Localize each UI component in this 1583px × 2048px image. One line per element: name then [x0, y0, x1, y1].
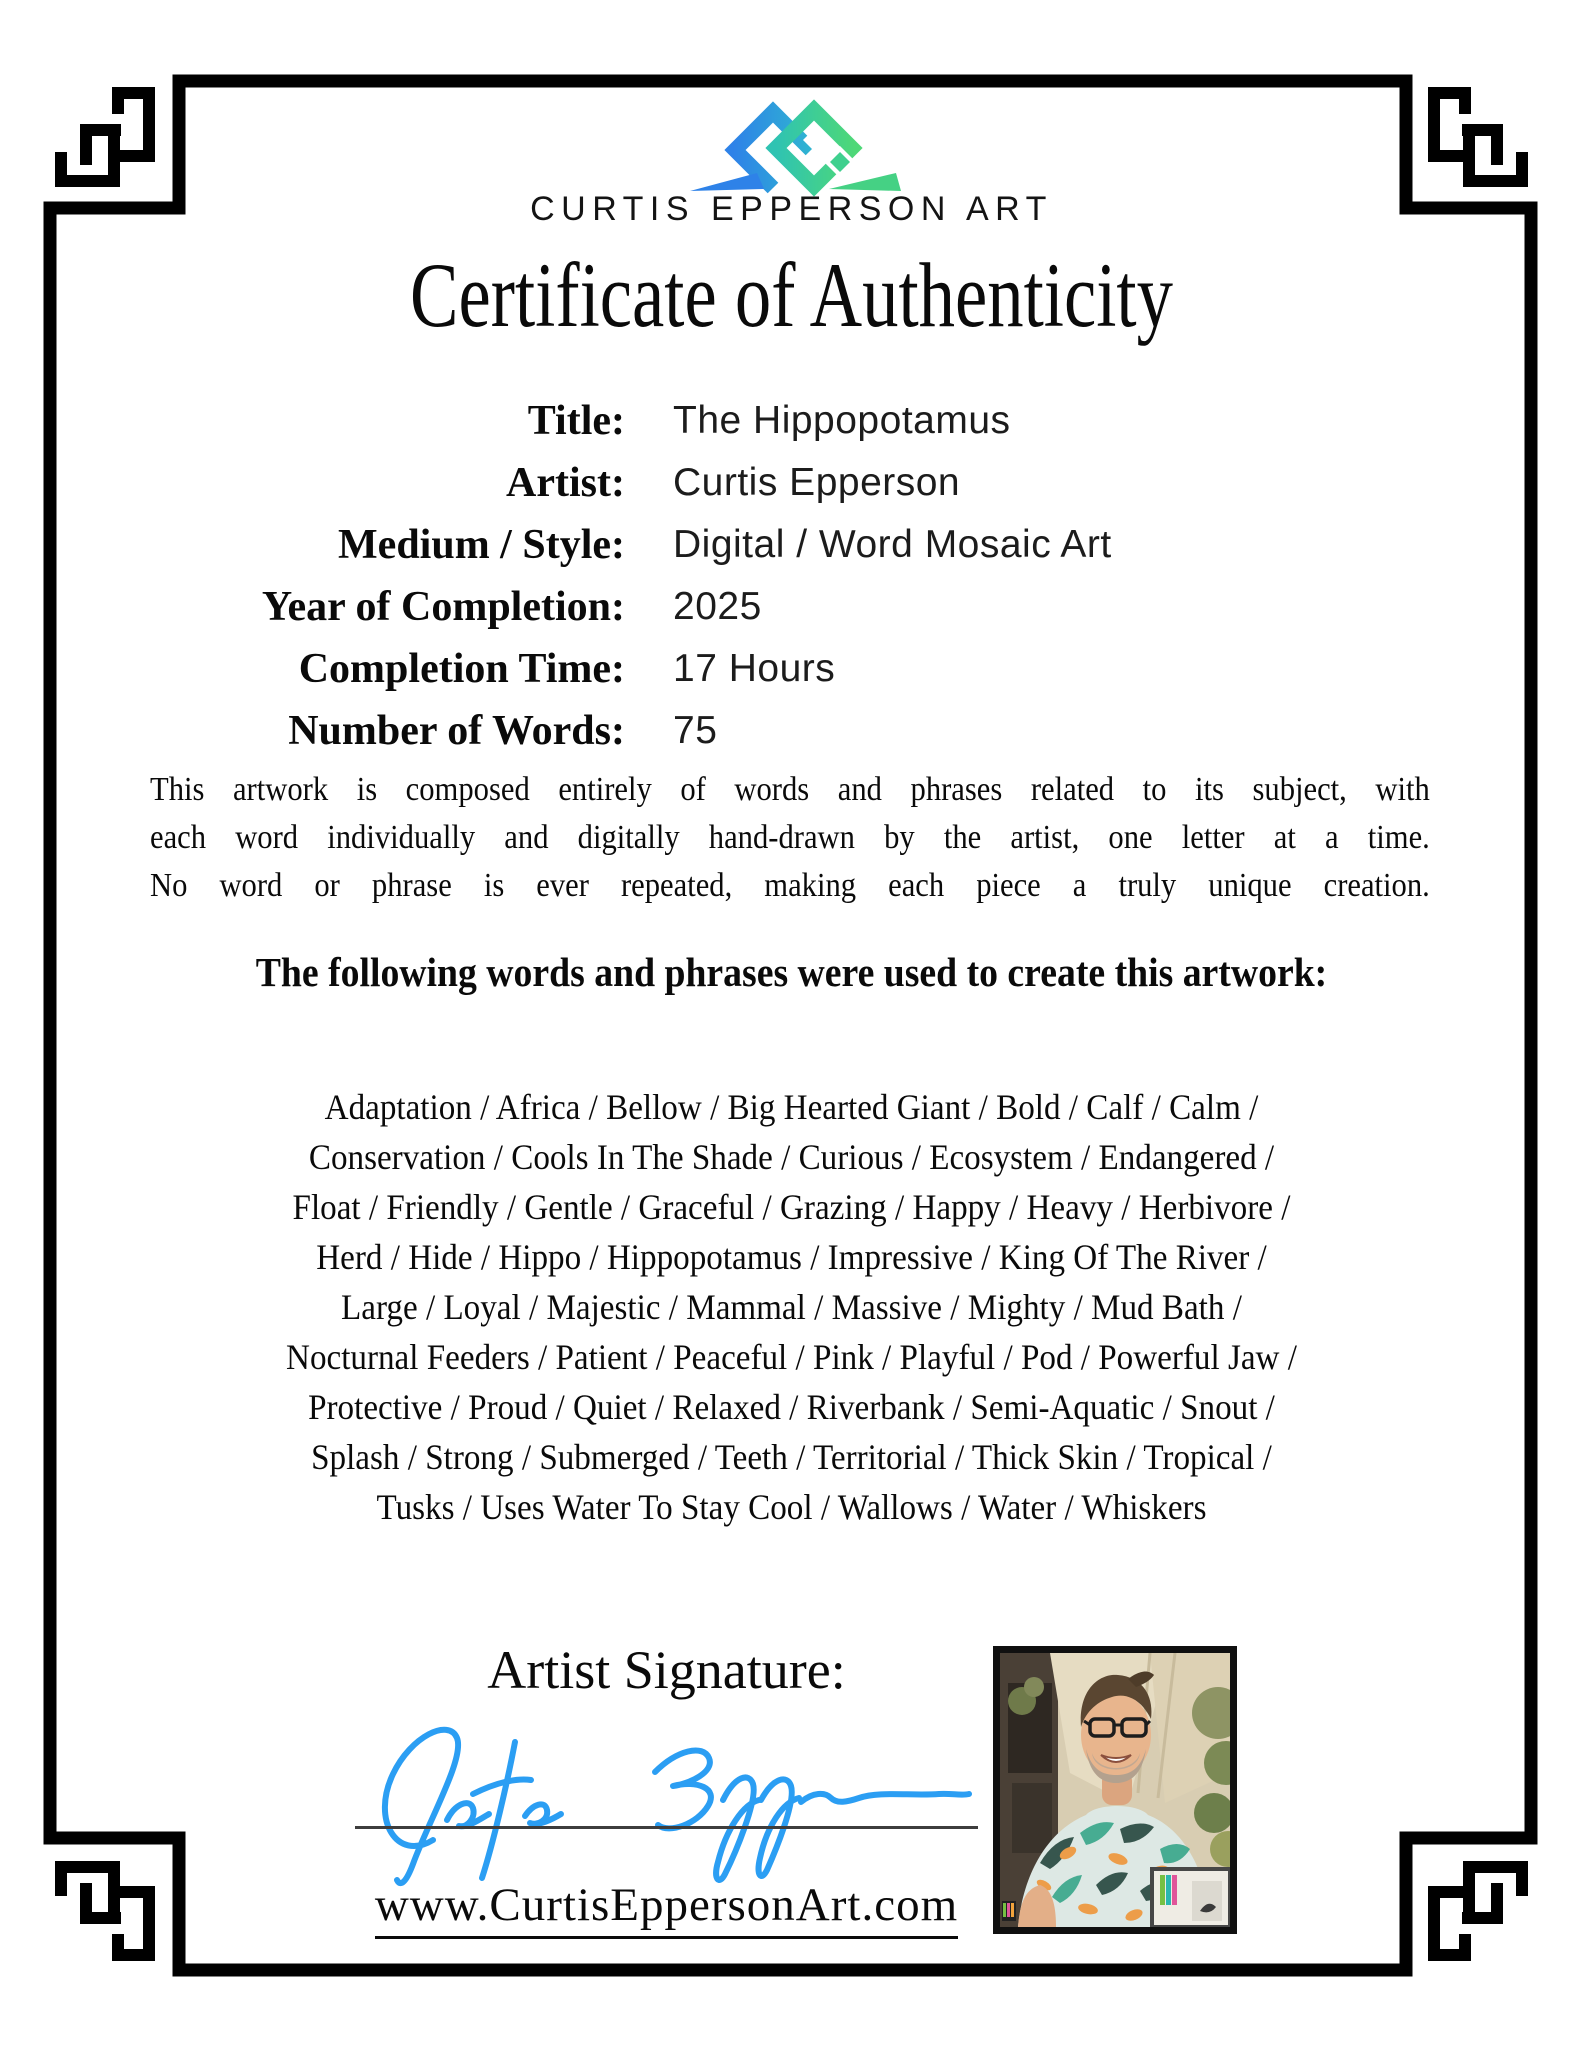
detail-label: Artist:: [506, 460, 625, 506]
website-wrap: [355, 1878, 978, 1939]
description-line: This artwork is composed entirely of words and phrases related to its subject, with: [150, 771, 1430, 808]
artist-portrait-illustration: [1000, 1653, 1230, 1927]
description-line: No word or phrase is ever repeated, making each piece a truly unique creation.: [150, 867, 1430, 904]
word-list-heading: The following words and phrases were used to create this artwork:: [255, 949, 1328, 995]
artist-signature-label: Artist Signature:: [487, 1640, 846, 1700]
detail-label: Medium / Style:: [338, 522, 625, 568]
detail-value: Digital / Word Mosaic Art: [673, 523, 1112, 566]
word-list-line: Large / Loyal / Majestic / Mammal / Massive / Mighty / Mud Bath /: [341, 1287, 1242, 1327]
detail-value: Curtis Epperson: [673, 461, 961, 504]
detail-label: Completion Time:: [298, 646, 625, 692]
website-link[interactable]: www.CurtisEppersonArt.com: [375, 1878, 958, 1939]
detail-label: Title:: [527, 398, 625, 444]
detail-label: Number of Words:: [288, 708, 625, 754]
artist-signature-script: [355, 1692, 975, 1902]
detail-value: 17 Hours: [673, 647, 836, 690]
detail-label: Year of Completion:: [261, 584, 625, 630]
detail-value: 2025: [673, 585, 762, 628]
signature-line: [355, 1826, 978, 1829]
brand-name: CURTIS EPPERSON ART: [530, 190, 1053, 228]
artwork-description: [150, 766, 1430, 910]
word-list-line: Conservation / Cools In The Shade / Curious / Ecosystem / Endangered /: [308, 1137, 1275, 1177]
description-line: each word individually and digitally hand-drawn by the artist, one letter at a time.: [150, 819, 1430, 856]
detail-value: The Hippopotamus: [673, 399, 1011, 442]
certificate-title: Certificate of Authenticity: [410, 244, 1173, 346]
word-list-line: Protective / Proud / Quiet / Relaxed / Riverbank / Semi-Aquatic / Snout /: [308, 1387, 1275, 1427]
artwork-details: [25, 390, 1313, 762]
word-list-line: Float / Friendly / Gentle / Graceful / Grazing / Happy / Heavy / Herbivore /: [292, 1187, 1291, 1227]
word-list-line: Nocturnal Feeders / Patient / Peaceful / Pink / Playful / Pod / Powerful Jaw /: [286, 1337, 1297, 1377]
word-list-line: Adaptation / Africa / Bellow / Big Hearted Giant / Bold / Calf / Calm /: [324, 1087, 1259, 1127]
signature-block: [355, 1640, 978, 1960]
word-list-line: Herd / Hide / Hippo / Hippopotamus / Impressive / King Of The River /: [316, 1237, 1267, 1277]
word-list-line: Splash / Strong / Submerged / Teeth / Territorial / Thick Skin / Tropical /: [311, 1437, 1272, 1477]
detail-value: 75: [673, 709, 718, 752]
artist-photo: [993, 1646, 1237, 1934]
word-list: [63, 1082, 1519, 1532]
word-list-line: Tusks / Uses Water To Stay Cool / Wallows / Water / Whiskers: [376, 1487, 1207, 1527]
ce-monogram-logo-icon: [633, 88, 945, 198]
